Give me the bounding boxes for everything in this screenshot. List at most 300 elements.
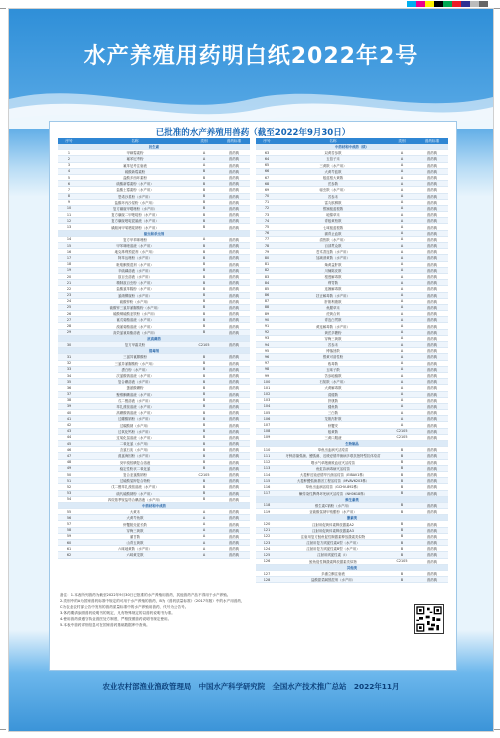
cell-name: 聚维酮碘溶液（水产用） (80, 391, 190, 397)
cell-no: 87 (256, 298, 278, 304)
cell-no: 13 (58, 224, 80, 230)
cell-type: B (388, 546, 416, 552)
cell-no: 1 (58, 150, 80, 156)
cell-standard: 兽药典 (416, 348, 448, 354)
cell-name: 亚硫酸氢钠甲萘醌粉（水产用） (278, 509, 388, 515)
cell-no: 58 (58, 527, 80, 533)
cell-standard: 兽药典 (218, 187, 250, 193)
cell-name: 盐酸氯苯胍粉（水产用） (80, 286, 190, 292)
col-header-standard: 兽药标准 (416, 138, 448, 144)
cell-type: B (190, 255, 218, 261)
cell-no: 108 (256, 428, 278, 434)
cell-name: 芪参散 (278, 181, 388, 187)
category-label: 维生素类 (256, 496, 448, 502)
cell-type: A (388, 323, 416, 329)
cell-no: 17 (58, 255, 80, 261)
cell-no: 5 (58, 174, 80, 180)
cell-no: 3 (58, 162, 80, 168)
cell-type: A (388, 187, 416, 193)
cell-no: 25 (58, 304, 80, 310)
cell-type: B (388, 490, 416, 496)
cell-standard: 兽药典 (218, 218, 250, 224)
cell-type: B (190, 249, 218, 255)
cell-no: 55 (58, 509, 80, 515)
note-line: 5.本表中兽药详细信息可在国家兽药基础数据库中查询。 (60, 623, 150, 627)
cell-no: 21 (58, 280, 80, 286)
cell-no: 34 (58, 372, 80, 378)
cell-name: 百部贯众散 (278, 243, 388, 249)
cell-no: 53 (58, 490, 80, 496)
cell-standard: 兽药典 (416, 280, 448, 286)
cell-standard: 兽药典 (416, 329, 448, 335)
cell-no: 37 (58, 391, 80, 397)
cell-standard: 兽药典 (218, 236, 250, 242)
col-header-standard: 兽药标准 (218, 138, 250, 144)
cell-no: 86 (256, 292, 278, 298)
cell-type: B (190, 261, 218, 267)
cell-type: B (190, 496, 218, 502)
cell-name: 嗜水气单胞菌败血症灭活疫苗 (278, 459, 388, 465)
cell-standard: 兽药典 (218, 280, 250, 286)
cell-no: 83 (256, 273, 278, 279)
cell-name: 过硼酸钠粉（水产用） (80, 416, 190, 422)
cell-name: 草鱼出血病活疫苗（GCHV-892株） (278, 484, 388, 490)
cell-type: B (190, 323, 218, 329)
cell-no: 76 (256, 230, 278, 236)
cell-standard: 兽药典 (218, 385, 250, 391)
cell-standard: 兽药典 (218, 391, 250, 397)
cell-standard: 兽药典 (416, 552, 448, 558)
cell-standard: 兽药典 (218, 304, 250, 310)
cell-name: 复方磺胺嘧啶混悬液（水产用） (80, 218, 190, 224)
cell-standard: 兽药典 (416, 354, 448, 360)
cell-type: A (388, 416, 416, 422)
cell-name: 大黄解毒散 (278, 385, 388, 391)
cell-no: 77 (256, 236, 278, 242)
cell-no: 82 (256, 267, 278, 273)
cell-standard: 兽药典 (416, 249, 448, 255)
cell-no: 115 (256, 478, 278, 484)
cell-standard: 兽药典 (416, 193, 448, 199)
cell-standard: 兽药典 (416, 459, 448, 465)
cell-no: 14 (58, 236, 80, 242)
cell-type: B (388, 471, 416, 477)
cell-no: 43 (58, 428, 80, 434)
cell-type: A (388, 156, 416, 162)
print-color-bar (407, 1, 488, 7)
cell-type: B (388, 509, 416, 515)
cell-type: C2105 (388, 428, 416, 434)
cell-standard: 兽药典 (218, 162, 250, 168)
cell-name: 柴黄益肝散 (278, 261, 388, 267)
cell-name: 青连白贯散 (278, 317, 388, 323)
cell-no: 44 (58, 434, 80, 440)
cell-no: 12 (58, 218, 80, 224)
cell-no: 23 (58, 292, 80, 298)
cell-name: 苯扎溴铵溶液（水产用） (80, 403, 190, 409)
cell-type: B (388, 521, 416, 527)
cell-name: 蛋氨酸碘粉 (80, 385, 190, 391)
cell-name: 氯硝柳胺粉（水产用） (80, 292, 190, 298)
category-label: 抗生素 (58, 144, 250, 150)
table-row (58, 552, 250, 558)
cell-type: B (388, 465, 416, 471)
crop-mark (494, 729, 500, 730)
cell-no: 93 (256, 335, 278, 341)
cell-name: 三黄散（水产用） (278, 162, 388, 168)
cell-name: 双黄苦参散 (278, 150, 388, 156)
cell-name: 精制敌百虫粉（水产用） (80, 280, 190, 286)
cell-type: A (190, 546, 218, 552)
note-line: 备注：1.本表所列兽药为截至2022年9月30日已批准的水产养殖用兽药，其他兽药产品不得用于水产养殖。 (60, 593, 231, 597)
cell-name: 复合碘溶液（水产用） (80, 379, 190, 385)
cell-no: 42 (58, 422, 80, 428)
cell-type: B (190, 428, 218, 434)
drug-table-right (256, 138, 448, 583)
cell-name: 根莲解毒散 (278, 273, 388, 279)
cell-standard: 兽药典 (218, 533, 250, 539)
cell-standard: 兽药典 (416, 471, 448, 477)
cell-type: A (190, 162, 218, 168)
cell-name: 多潘立酮注射液 (278, 570, 388, 576)
cell-name: 盐酸土霉素粉（水产用） (80, 187, 190, 193)
cell-standard: 兽药典 (218, 428, 250, 434)
cell-name: 龙胆泻肝散 (278, 416, 388, 422)
cell-name: 驱虫散（水产用） (278, 187, 388, 193)
cell-type: B (190, 379, 218, 385)
cell-standard: 兽药典 (416, 311, 448, 317)
cell-standard: 兽药典 (218, 459, 250, 465)
cell-name: 恩诺沙星粉（水产用） (80, 193, 190, 199)
cell-name: 博落回散 (278, 348, 388, 354)
cell-type: A (190, 533, 218, 539)
cell-type: A (388, 335, 416, 341)
cell-type: B (190, 218, 218, 224)
cell-name: 苦参末 (278, 193, 388, 199)
cell-standard: 兽药典 (416, 243, 448, 249)
cell-type: A (190, 150, 218, 156)
cell-standard: 兽药典 (416, 502, 448, 508)
cell-standard: 兽药典 (218, 410, 250, 416)
cell-no: 101 (256, 385, 278, 391)
cell-standard: 兽药典 (218, 552, 250, 558)
cell-type: A (388, 249, 416, 255)
cell-type: A (388, 261, 416, 267)
category-label: 消毒剂 (58, 348, 250, 354)
cell-no: 79 (256, 249, 278, 255)
cell-no: 20 (58, 273, 80, 279)
table-subtitle: 已批准的水产养殖用兽药（截至2022年9月30日） (155, 128, 351, 138)
cell-no: 50 (58, 471, 80, 477)
cell-no: 90 (256, 317, 278, 323)
cell-no: 113 (256, 465, 278, 471)
cell-standard: 兽药典 (416, 150, 448, 156)
cell-type: B (190, 273, 218, 279)
cell-standard: 兽药典 (416, 317, 448, 323)
cell-no: 121 (256, 527, 278, 533)
cell-no: 7 (58, 187, 80, 193)
cell-no: 56 (58, 515, 80, 521)
cell-type: B (388, 533, 416, 539)
cell-type: A (388, 174, 416, 180)
cell-type: B (190, 465, 218, 471)
cell-no: 104 (256, 403, 278, 409)
cell-type: B (190, 434, 218, 440)
cell-standard: 兽药典 (218, 496, 250, 502)
cell-type: B (190, 490, 218, 496)
cell-name: 过硫酸氢钾复合物粉 (80, 478, 190, 484)
cell-standard: 兽药典 (416, 453, 448, 459)
cell-standard: 兽药典 (218, 224, 250, 230)
cell-standard: 兽药典 (416, 187, 448, 193)
cell-no: 38 (58, 397, 80, 403)
cell-type: B (190, 304, 218, 310)
cell-type: B (388, 502, 416, 508)
cell-standard: 兽药典 (416, 267, 448, 273)
cell-no: 16 (58, 249, 80, 255)
cell-name: 盐酸多西环素粉 (80, 174, 190, 180)
cell-name: 磺胺间甲氧嘧啶钠粉（水产用） (80, 224, 190, 230)
cell-standard: 兽药典 (218, 205, 250, 211)
cell-type: A (388, 292, 416, 298)
cell-type: A (388, 255, 416, 261)
col-header-type: 类别 (190, 138, 218, 144)
cell-name: 鳜传染性脾肾坏死病灭活疫苗（NH0618株） (278, 490, 388, 496)
cell-standard: 兽药典 (416, 416, 448, 422)
cell-type: B (190, 366, 218, 372)
cell-name: 山青五黄散 (80, 540, 190, 546)
cell-name: 连翘解毒散 (278, 286, 388, 292)
cell-no: 122 (256, 533, 278, 539)
cell-name: 含氯石灰（水产用） (80, 447, 190, 453)
cell-standard: 兽药典 (218, 372, 250, 378)
col-header-name: 名称 (278, 138, 388, 144)
cell-name: 穿梅三黄散 (80, 527, 190, 533)
wave-decoration (9, 69, 493, 129)
cell-no: 102 (256, 391, 278, 397)
cell-no: 100 (256, 379, 278, 385)
cell-type: B (190, 453, 218, 459)
cell-no: 78 (256, 243, 278, 249)
cell-standard: 兽药典 (416, 546, 448, 552)
cell-standard: 兽药典 (416, 218, 448, 224)
cell-type: B (190, 292, 218, 298)
cell-no: 120 (256, 521, 278, 527)
cell-standard: 兽药典 (416, 366, 448, 372)
cell-name: 硫酸新霉素粉（水产用） (80, 181, 190, 187)
cell-no: 18 (58, 261, 80, 267)
cell-no: 116 (256, 484, 278, 490)
cell-no: 107 (256, 422, 278, 428)
cell-name: 银翘板蓝根散 (278, 205, 388, 211)
cell-standard: 兽药典 (218, 521, 250, 527)
col-header-name: 名称 (80, 138, 190, 144)
cell-name: 板蓝根大黄散 (278, 174, 388, 180)
cell-no: 11 (58, 212, 80, 218)
cell-standard: 兽药典 (218, 317, 250, 323)
cell-no: 8 (58, 193, 80, 199)
cell-type: A (388, 317, 416, 323)
cell-standard: 兽药典 (416, 292, 448, 298)
cell-name: 注射用复方绒促性素A型（水产用） (278, 540, 388, 546)
cell-name: 清热散（水产用） (278, 236, 388, 242)
cell-standard: 兽药典 (416, 558, 448, 564)
cell-type: B (190, 354, 218, 360)
cell-name: 甲砜霉素粉 (80, 150, 190, 156)
content-panel (49, 121, 457, 671)
cell-standard: 兽药典 (218, 354, 250, 360)
cell-standard: 兽药典 (218, 286, 250, 292)
cell-standard: 兽药典 (416, 335, 448, 341)
cell-no: 119 (256, 509, 278, 515)
cell-standard: 兽药典 (218, 323, 250, 329)
cell-standard: 兽药典 (416, 385, 448, 391)
cell-standard: 兽药典 (218, 422, 250, 428)
cell-type: A (388, 360, 416, 366)
cell-standard: 兽药典 (416, 304, 448, 310)
cell-type: A (190, 540, 218, 546)
col-header-no: 序号 (58, 138, 80, 144)
cell-type: A (388, 205, 416, 211)
cell-no: 125 (256, 552, 278, 558)
cell-name: 虾蟹安 (278, 422, 388, 428)
cell-type: A (190, 552, 218, 558)
cell-standard: 兽药典 (218, 546, 250, 552)
cell-standard: 兽药典 (416, 360, 448, 366)
cell-name: 苍术香连散（水产用） (278, 249, 388, 255)
cell-no: 98 (256, 366, 278, 372)
cell-standard: 兽药典 (416, 181, 448, 187)
cell-no: 45 (58, 441, 80, 447)
cell-standard: 兽药典 (218, 156, 250, 162)
cell-type: B (190, 478, 218, 484)
cell-name: 甲苯咪唑溶液（水产用） (80, 243, 190, 249)
cell-name: 过碳酸钠（水产用） (80, 422, 190, 428)
cell-standard: 兽药典 (416, 156, 448, 162)
cell-no: 41 (58, 416, 80, 422)
poster-title: 水产养殖用药明白纸2022年2号 (83, 44, 419, 69)
cell-name: 三黄口服液 (278, 434, 388, 440)
cell-type: B (190, 212, 218, 218)
cell-standard: 兽药典 (416, 434, 448, 440)
cell-standard: 兽药典 (416, 577, 448, 583)
cell-standard: 兽药典 (416, 533, 448, 539)
cell-type: B (190, 397, 218, 403)
cell-type: A (388, 280, 416, 286)
notes (60, 592, 390, 628)
cell-type: A (388, 329, 416, 335)
cell-name: 黄连解毒散（水产用） (278, 323, 388, 329)
issuer-footer: 农业农村部渔业渔政管理局 中国水产科学研究院 全国水产技术推广总站 2022年11月 (102, 682, 400, 691)
cell-standard: 兽药典 (218, 193, 250, 199)
cell-no: 99 (256, 372, 278, 378)
cell-type: B (190, 174, 218, 180)
cell-name: 注射用复方鲑鱼促性腺激素释放激素类似物 (278, 533, 388, 539)
cell-name: 大黄末 (80, 509, 190, 515)
cell-no: 33 (58, 366, 80, 372)
cell-type: B (190, 484, 218, 490)
cell-no: 103 (256, 397, 278, 403)
category-label: 驱虫和杀虫剂 (58, 230, 250, 236)
cell-standard: 兽药典 (416, 236, 448, 242)
cell-type: B (190, 441, 218, 447)
cell-type: B (190, 385, 218, 391)
cell-standard: 兽药典 (218, 273, 250, 279)
cell-name: 蒲甘散 (80, 533, 190, 539)
cell-standard: 兽药典 (416, 342, 448, 348)
cell-standard: 兽药典 (416, 372, 448, 378)
cell-type: B (190, 181, 218, 187)
cell-name: 虎黄合剂 (278, 311, 388, 317)
cell-standard: 兽药典 (218, 267, 250, 273)
cell-standard: 兽药典 (416, 323, 448, 329)
cell-name: 清健散 (278, 391, 388, 397)
cell-standard: 兽药典 (218, 255, 250, 261)
cell-name: 氰戊菊酯溶液（水产用） (80, 317, 190, 323)
cell-no: 106 (256, 416, 278, 422)
crop-mark (494, 8, 500, 9)
cell-standard: 兽药典 (416, 168, 448, 174)
cell-standard: 兽药典 (416, 230, 448, 236)
cell-standard: 兽药典 (416, 199, 448, 205)
cell-type: B (388, 540, 416, 546)
cell-no: 46 (58, 447, 80, 453)
cell-type: A (190, 527, 218, 533)
cell-no: 15 (58, 243, 80, 249)
cell-standard: 兽药典 (416, 391, 448, 397)
cell-name: 大黄芩鱼散 (80, 515, 190, 521)
cell-type: B (190, 168, 218, 174)
cell-standard: 兽药典 (416, 478, 448, 484)
cell-no: 22 (58, 286, 80, 292)
cell-type: B (190, 416, 218, 422)
cell-type: A (388, 410, 416, 416)
cell-name: 盐酸环丙沙星粉（水产用） (80, 199, 190, 205)
cell-name: 扶正解毒散（水产用） (278, 292, 388, 298)
cell-no: 32 (58, 360, 80, 366)
cell-no: 88 (256, 304, 278, 310)
cell-no: 47 (58, 453, 80, 459)
cell-type: B (190, 243, 218, 249)
cell-no: 71 (256, 199, 278, 205)
cell-type: B (190, 329, 218, 335)
cell-standard: 兽药典 (218, 515, 250, 521)
cell-type: A (190, 515, 218, 521)
cell-no: 26 (58, 311, 80, 317)
cell-name: 溴氰菊酯溶液（水产用） (80, 323, 190, 329)
cell-name: 戊二醛苯扎溴铵溶液（水产用） (80, 484, 190, 490)
cell-no: 84 (256, 280, 278, 286)
cell-no: 61 (58, 546, 80, 552)
cell-standard: 兽药典 (218, 453, 250, 459)
cell-type: A (388, 342, 416, 348)
cell-type: A (388, 391, 416, 397)
cell-name: 三氯异氰脲酸粉（水产用） (80, 360, 190, 366)
cell-type: B (388, 478, 416, 484)
cell-name: 败毒散 (278, 360, 388, 366)
cell-no: 62 (58, 552, 80, 558)
cell-name: 虾蟹脱壳促长散 (80, 521, 190, 527)
cell-name: 高碘酸钠溶液（水产用） (80, 410, 190, 416)
cell-type: B (190, 372, 218, 378)
cell-type: B (190, 224, 218, 230)
cell-no: 36 (58, 385, 80, 391)
cell-type: A (388, 230, 416, 236)
cell-name: 硫酸新霉素粉 (80, 168, 190, 174)
cell-name: 板黄散 (278, 428, 388, 434)
cell-type: A (388, 366, 416, 372)
cell-no: 27 (58, 317, 80, 323)
